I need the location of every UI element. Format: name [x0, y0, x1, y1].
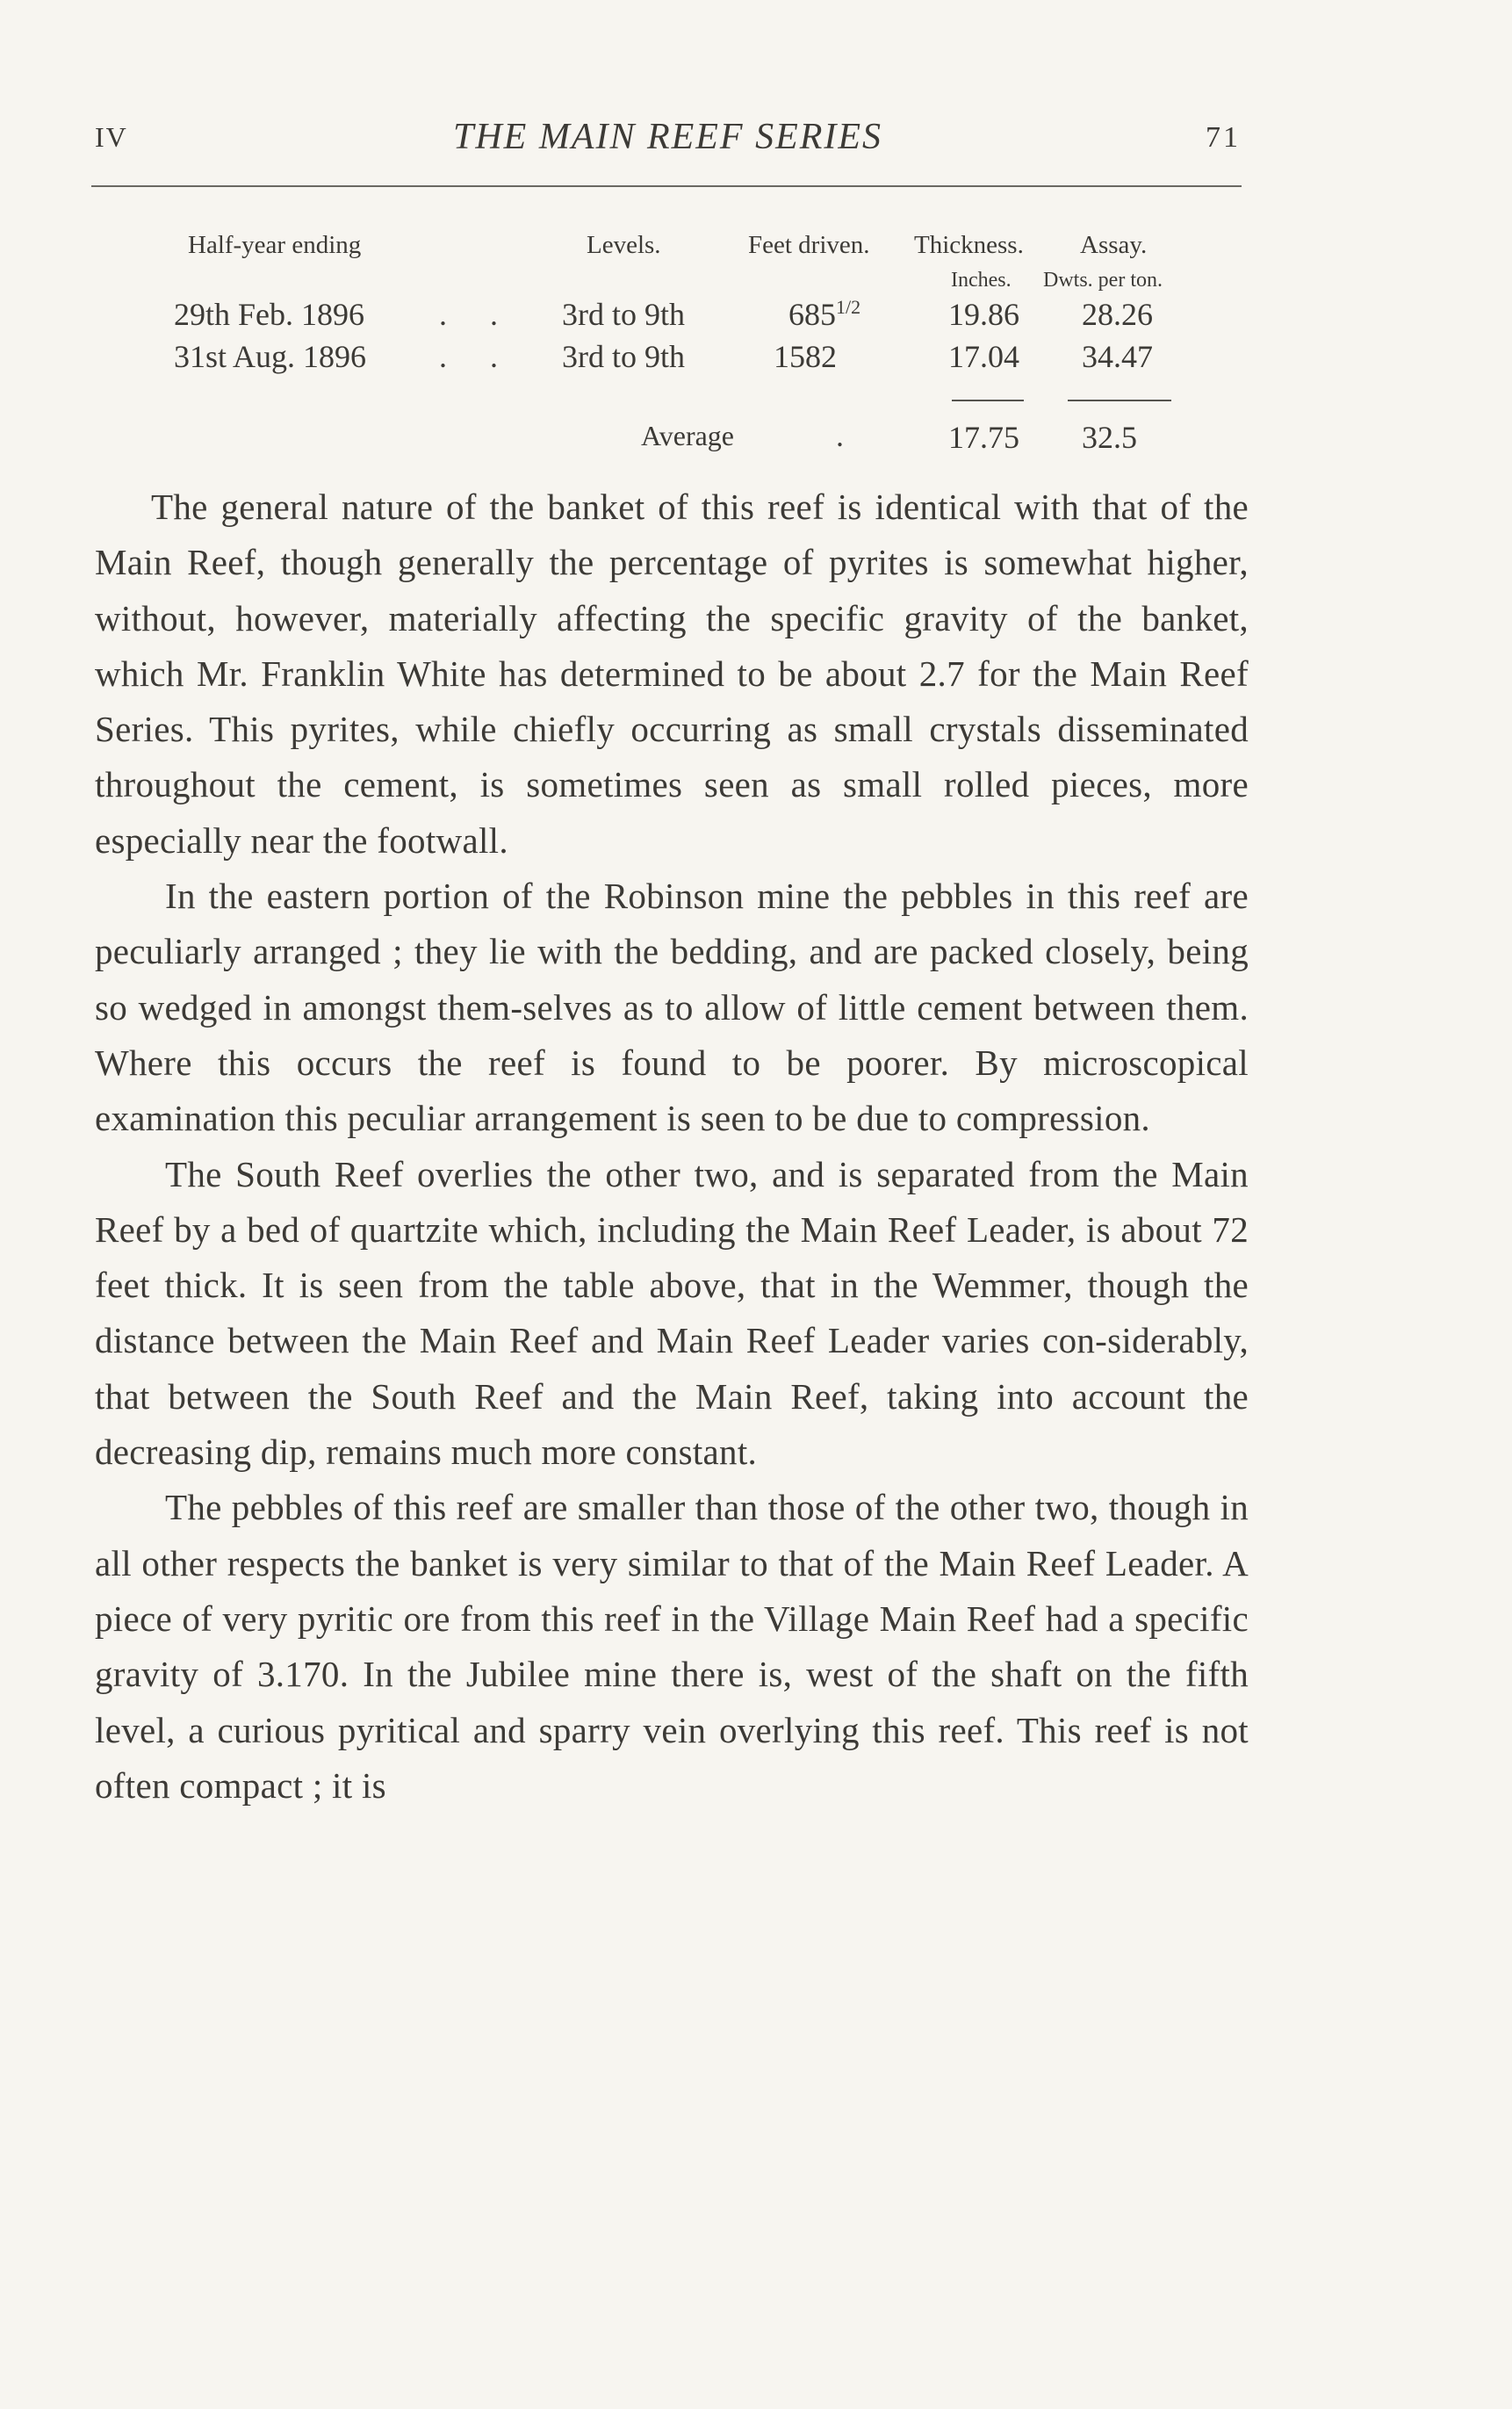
body-text: [95, 480, 1249, 1814]
assay-sum-rule: [1068, 400, 1171, 401]
col-header-period: Half-year ending: [188, 231, 362, 259]
average-label: Average: [641, 420, 734, 451]
header-rule: [91, 185, 1242, 187]
paragraph: The South Reef overlies the other two, and is separated from the Main Reef by a bed of quartzite which, including the Main Reef Leader, is about 72 feet thick. It is seen from the table above, that in the Wemmer, though the distance between the Main Reef and Main Reef Leader varies con-siderably, that between the South Reef and the Main Reef, taking into account the decreasing dip, remains much more constant.: [95, 1153, 1249, 1473]
assay-table: [0, 224, 1512, 470]
unit-assay: Dwts. per ton.: [1043, 269, 1163, 292]
row2-feet-driven: 1582: [774, 339, 837, 374]
paragraph: In the eastern portion of the Robinson mine the pebbles in this reef are peculiarly arranged ; they lie with the bedding, and are packed closely, being so wedged in amongst them-selves as to allow of little cement between them. Where this occurs the reef is found to be poorer. By microscopical examination this peculiar arrangement is seen to be due to compression.: [95, 876, 1249, 1139]
row2-levels: 3rd to 9th: [562, 339, 685, 374]
row2-period: 31st Aug. 1896: [174, 339, 367, 374]
paragraph: The pebbles of this reef are smaller than those of the other two, though in all other respects the banket is very similar to that of the Main Reef Leader. A piece of very pyritic ore from this reef in the Village Main Reef had a specific gravity of 3.170. In the Jubilee mine there is, west of the shaft on the fifth level, a curious pyritical and sparry vein overlying this reef. This reef is not often compact ; it is: [95, 1487, 1249, 1806]
row1-leader-dots: . .: [439, 297, 515, 332]
unit-thickness: Inches.: [951, 269, 1012, 292]
thickness-sum-rule: [952, 400, 1024, 401]
average-leader-dot: .: [836, 418, 844, 453]
row1-thickness: 19.86: [948, 297, 1019, 332]
row1-period: 29th Feb. 1896: [174, 297, 365, 332]
row1-feet-fraction: 1/2: [836, 296, 861, 318]
page-number: 71: [1206, 121, 1241, 154]
running-header: [95, 117, 1241, 165]
running-title: THE MAIN REEF SERIES: [452, 117, 883, 157]
col-header-thickness: Thickness.: [914, 231, 1024, 259]
row1-feet-driven: $685^{1/2}$: [788, 296, 861, 332]
row1-levels: 3rd to 9th: [562, 297, 685, 332]
paragraph: The general nature of the banket of this reef is identical with that of the Main Reef, though generally the percentage of pyrites is somewhat higher, without, however, materially affecting the specific gravity of the banket, which Mr. Franklin White has determined to be about 2.7 for the Main Reef Series. This pyrites, while chiefly occurring as small crystals disseminated throughout the cement, is sometimes seen as small rolled pieces, more especially near the footwall.: [95, 487, 1249, 861]
row1-assay: 28.26: [1082, 297, 1153, 332]
col-header-assay: Assay.: [1080, 231, 1148, 259]
chapter-number: IV: [95, 121, 128, 153]
col-header-feet-driven: Feet driven.: [748, 231, 870, 259]
row2-thickness: 17.04: [948, 339, 1019, 374]
average-assay: 32.5: [1082, 420, 1137, 455]
row2-leader-dots: . .: [439, 339, 515, 374]
col-header-levels: Levels.: [587, 231, 661, 259]
row2-assay: 34.47: [1082, 339, 1153, 374]
average-thickness: 17.75: [948, 420, 1019, 455]
